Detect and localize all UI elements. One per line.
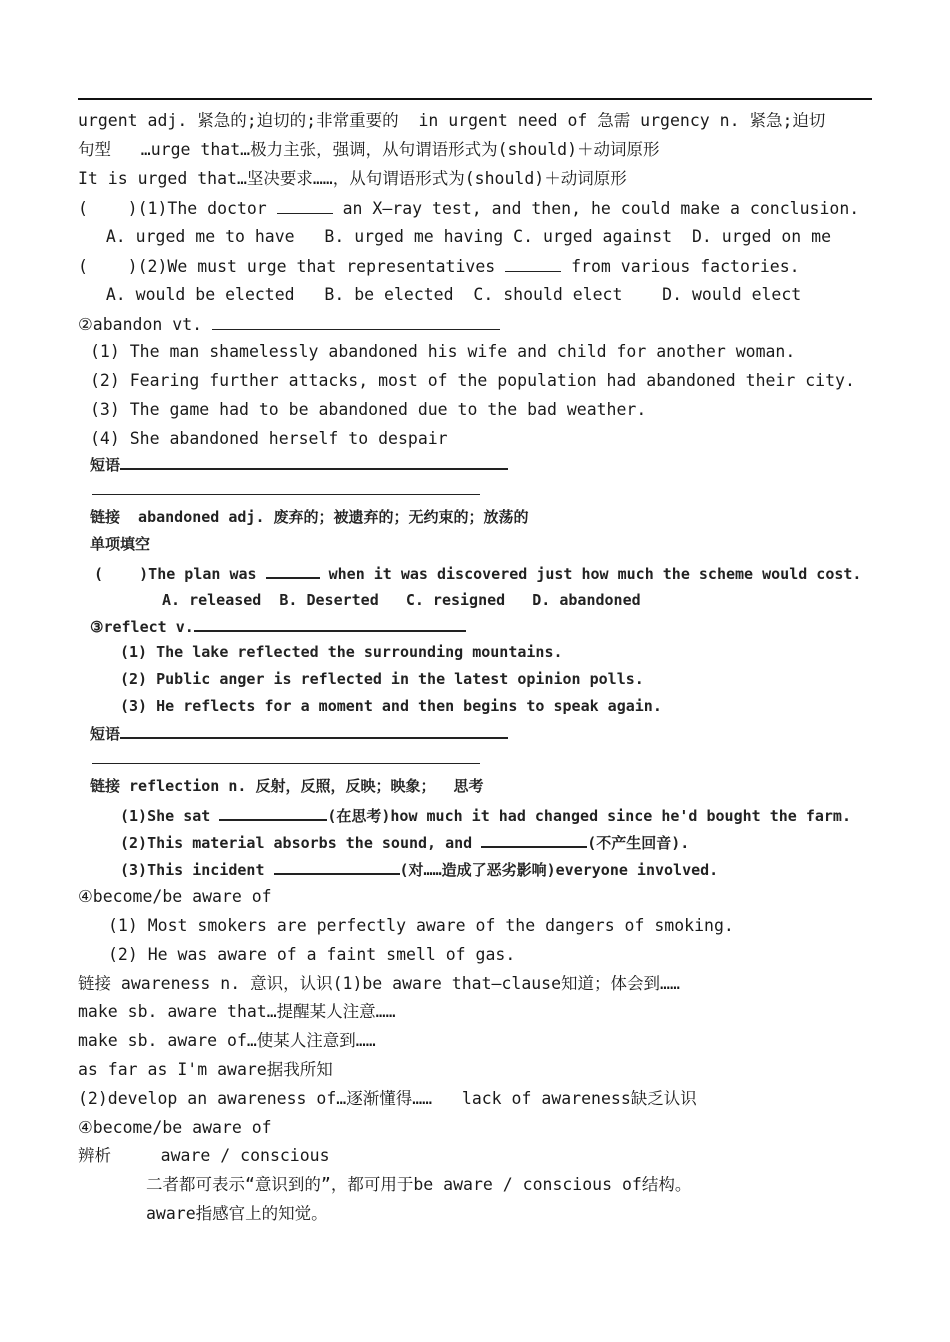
exercise-2-part-a: (2)This material absorbs the sound, and	[120, 834, 482, 852]
phrase-label-text: 短语	[90, 456, 121, 474]
make-aware-of: make sb. aware of…使某人注意到……	[78, 1031, 376, 1050]
question-3-part-a: ( )The plan was	[94, 565, 266, 583]
definition-blank[interactable]	[194, 614, 466, 632]
exercise-1-part-b: (在思考)how much it had changed since he'd bought the farm.	[327, 807, 851, 825]
question-2-part-a: ( )(2)We must urge that representatives	[78, 257, 506, 276]
answer-blank[interactable]	[266, 561, 320, 579]
question-1-part-a: ( )(1)The doctor	[78, 199, 277, 218]
exercise-3-part-a: (3)This incident	[120, 861, 274, 879]
reflect-heading	[90, 614, 466, 636]
text-line-urgent-adj: urgent adj. 紧急的;迫切的;非常重要的 in urgent need of 急需 urgency n. 紧急;迫切	[78, 111, 826, 130]
single-choice-heading: 单项填空	[90, 535, 151, 553]
question-1	[78, 197, 859, 219]
aware-example-1: (1) Most smokers are perfectly aware of the dangers of smoking.	[108, 916, 734, 935]
distinguish-note-1: 二者都可表示“意识到的”，都可用于be aware / conscious of结构。	[146, 1175, 692, 1194]
reflect-example-1: (1) The lake reflected the surrounding mountains.	[120, 643, 563, 661]
text-line-it-is-urged: It is urged that…坚决要求……，从句谓语形式为(should)＋动词原形	[78, 169, 627, 188]
distinguish-heading: 辨析 aware / conscious	[78, 1146, 330, 1165]
distinguish-note-2: aware指感官上的知觉。	[146, 1204, 328, 1223]
abandon-heading	[78, 313, 500, 335]
question-1-options: A. urged me to have B. urged me having C. urged against D. urged on me	[86, 227, 832, 246]
phrase-blank[interactable]	[120, 721, 508, 739]
exercise-2-part-b: (不产生回音).	[587, 834, 690, 852]
phrase-blank-line[interactable]	[92, 763, 480, 764]
question-3-options: A. released B. Deserted C. resigned D. abandoned	[162, 591, 641, 609]
as-far-as-aware: as far as I'm aware据我所知	[78, 1060, 333, 1079]
develop-awareness: (2)develop an awareness of…逐渐懂得…… lack of awareness缺乏认识	[78, 1089, 697, 1108]
aware-heading-repeat: ④become/be aware of	[78, 1118, 272, 1137]
exercise-1-part-a: (1)She sat	[120, 807, 220, 825]
aware-example-2: (2) He was aware of a faint smell of gas.	[108, 945, 516, 964]
exercise-3-part-b: (对……造成了恶劣影响)everyone involved.	[399, 861, 719, 879]
question-1-part-b: an X—ray test, and then, he could make a conclusion.	[332, 199, 860, 218]
phrase-label-text: 短语	[90, 725, 121, 743]
question-2	[78, 255, 800, 277]
phrase-blank[interactable]	[120, 452, 508, 470]
link-awareness: 链接 awareness n. 意识，认识(1)be aware that—clause知道；体会到……	[78, 974, 680, 993]
answer-blank[interactable]	[481, 830, 587, 848]
abandon-example-2: (2) Fearing further attacks, most of the population had abandoned their city.	[90, 371, 855, 390]
phrase-label-2	[90, 721, 508, 743]
abandon-example-3: (3) The game had to be abandoned due to the bad weather.	[90, 400, 647, 419]
question-3-part-b: when it was discovered just how much the scheme would cost.	[319, 565, 862, 583]
link-abandoned: 链接 abandoned adj. 废弃的；被遗弃的；无约束的；放荡的	[90, 508, 529, 526]
answer-blank[interactable]	[505, 255, 561, 272]
reflect-example-2: (2) Public anger is reflected in the latest opinion polls.	[120, 670, 644, 688]
answer-blank[interactable]	[277, 197, 333, 214]
phrase-label-1	[90, 452, 508, 474]
phrase-blank-line[interactable]	[92, 494, 480, 495]
link-reflection: 链接 reflection n. 反射，反照，反映；映象； 思考	[90, 777, 484, 795]
question-2-part-b: from various factories.	[561, 257, 800, 276]
aware-heading: ④become/be aware of	[78, 887, 272, 906]
abandon-label: ②abandon vt.	[78, 315, 212, 334]
answer-blank[interactable]	[219, 803, 327, 821]
reflect-example-3: (3) He reflects for a moment and then begins to speak again.	[120, 697, 662, 715]
make-aware-that: make sb. aware that…提醒某人注意……	[78, 1002, 396, 1021]
abandon-example-1: (1) The man shamelessly abandoned his wife and child for another woman.	[90, 342, 796, 361]
question-3	[94, 561, 861, 583]
reflection-exercise-2	[120, 830, 689, 852]
answer-blank[interactable]	[274, 857, 400, 875]
abandon-example-4: (4) She abandoned herself to despair	[90, 429, 448, 448]
question-2-options: A. would be elected B. be elected C. should elect D. would elect	[86, 285, 802, 304]
reflect-label: ③reflect v.	[90, 618, 194, 636]
header-rule	[78, 98, 872, 100]
text-line-sentence-pattern: 句型 …urge that…极力主张，强调，从句谓语形式为(should)＋动词原形	[78, 140, 660, 159]
reflection-exercise-3	[120, 857, 718, 879]
definition-blank[interactable]	[212, 313, 500, 330]
reflection-exercise-1	[120, 803, 851, 825]
